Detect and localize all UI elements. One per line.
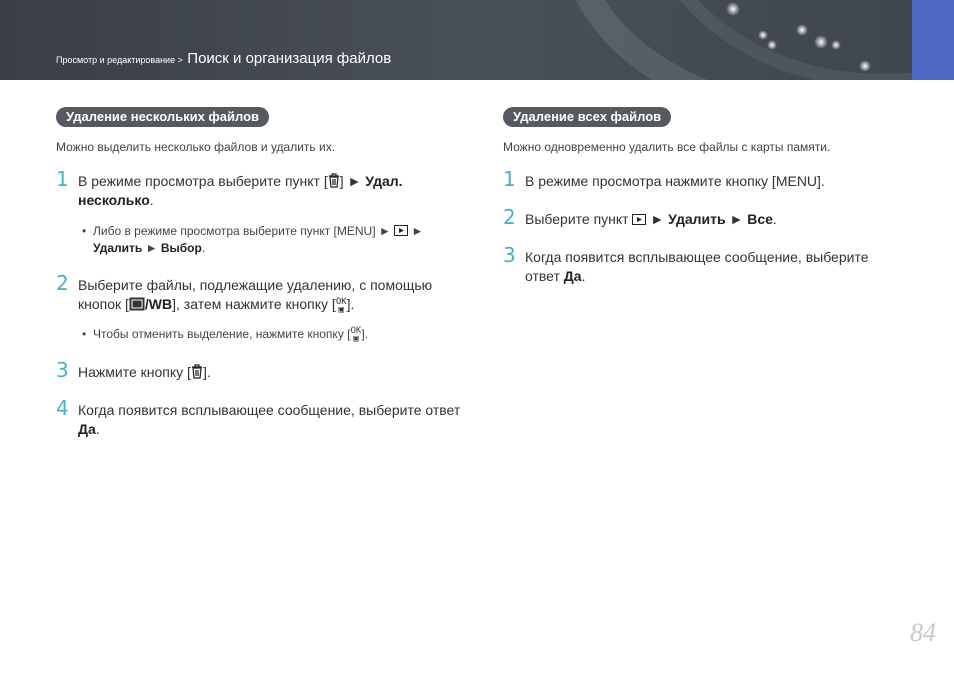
page-number: 84 — [910, 618, 936, 647]
step-text: В режиме просмотра нажмите кнопку [ — [525, 173, 776, 189]
trash-icon — [328, 173, 340, 188]
section-heading: Удаление всех файлов — [503, 107, 671, 127]
menu-option-select: Выбор — [160, 241, 202, 255]
note-text: ]. — [361, 327, 368, 341]
focus-frame-icon — [129, 297, 145, 311]
menu-option-delete: Удалить — [93, 241, 143, 255]
note-text: ► — [411, 224, 424, 238]
playback-icon — [394, 225, 408, 236]
menu-button-label: MENU — [775, 173, 818, 189]
step-number: 3 — [56, 358, 69, 382]
step-text: Выберите пункт — [525, 211, 629, 227]
step-1 — [503, 167, 903, 191]
note-text: ► — [145, 241, 158, 255]
header-banner — [0, 0, 954, 80]
trash-icon — [191, 364, 203, 379]
page-title: Поиск и организация файлов — [187, 50, 392, 67]
note-text: ] ► — [372, 224, 391, 238]
step-4 — [56, 396, 466, 439]
step-text: В режиме просмотра выберите пункт [ — [78, 173, 328, 189]
menu-option-delete-multiple: несколько — [78, 192, 150, 208]
step-text: Выберите файлы, подлежащие удалению, с помощью кнопок [ — [78, 277, 433, 312]
right-column — [503, 107, 903, 286]
answer-yes: Да — [563, 268, 582, 284]
menu-option-delete: Удалить — [668, 211, 726, 227]
step-number: 4 — [56, 396, 69, 420]
left-column — [56, 107, 466, 439]
decorative-sparkle — [767, 40, 777, 50]
step-text: ► — [650, 211, 665, 227]
menu-option-delete-multiple: Удал. — [365, 173, 403, 189]
ok-button-icon: OK ▣ — [335, 297, 347, 315]
white-balance-label: /WB — [144, 296, 173, 312]
step-1-note: • Либо в режиме просмотра выберите пункт [MENU] ► ► Удалить ► Выбор. — [82, 224, 424, 255]
step-text: ]. — [346, 296, 355, 312]
step-text: ► — [729, 211, 744, 227]
section-tab-marker — [912, 0, 954, 80]
step-text: Когда появится всплывающее сообщение, выберите ответ — [78, 402, 461, 418]
section-intro: Можно одновременно удалить все файлы с карты памяти. — [503, 140, 831, 154]
decorative-sparkle — [726, 2, 740, 16]
note-text: . — [201, 241, 206, 255]
decorative-sparkle — [831, 40, 841, 50]
step-text: ]. — [202, 364, 211, 380]
note-text: Чтобы отменить выделение, нажмите кнопку [ — [93, 327, 351, 341]
menu-option-all: Все — [747, 211, 773, 227]
decorative-sparkle — [814, 35, 828, 49]
step-2 — [503, 205, 903, 229]
ok-button-icon: OK ▣ — [350, 326, 362, 344]
step-number: 2 — [503, 205, 516, 229]
decorative-sparkle — [758, 30, 768, 40]
step-number: 3 — [503, 243, 516, 267]
section-intro: Можно выделить несколько файлов и удалить их. — [56, 140, 336, 154]
breadcrumb-parent[interactable]: Просмотр и редактирование > — [56, 55, 183, 65]
step-3 — [503, 243, 903, 286]
step-text: Нажмите кнопку [ — [78, 364, 191, 380]
step-number: 2 — [56, 271, 69, 295]
answer-yes: Да — [78, 421, 96, 437]
section-heading: Удаление нескольких файлов — [56, 107, 269, 127]
step-1 — [56, 167, 466, 210]
playback-icon — [632, 214, 646, 225]
step-text: ], затем нажмите кнопку [ — [172, 296, 336, 312]
decorative-sparkle — [859, 60, 871, 72]
step-text: . — [772, 211, 777, 227]
note-text: Либо в режиме просмотра выберите пункт [ — [93, 224, 337, 238]
step-3 — [56, 358, 466, 382]
step-text: ] ► — [339, 173, 362, 189]
step-number: 1 — [503, 167, 516, 191]
breadcrumb — [56, 50, 391, 68]
step-text: . — [581, 268, 586, 284]
step-text: ]. — [817, 173, 825, 189]
step-text: . — [95, 421, 100, 437]
step-2 — [56, 271, 466, 315]
step-text: . — [149, 192, 154, 208]
menu-button-label: MENU — [336, 224, 373, 238]
step-number: 1 — [56, 167, 69, 191]
step-2-note: • Чтобы отменить выделение, нажмите кнопку [OK ▣ ]. — [82, 326, 368, 344]
step-text: Когда появится всплывающее сообщение, выберите ответ — [525, 249, 869, 284]
decorative-sparkle — [796, 24, 808, 36]
